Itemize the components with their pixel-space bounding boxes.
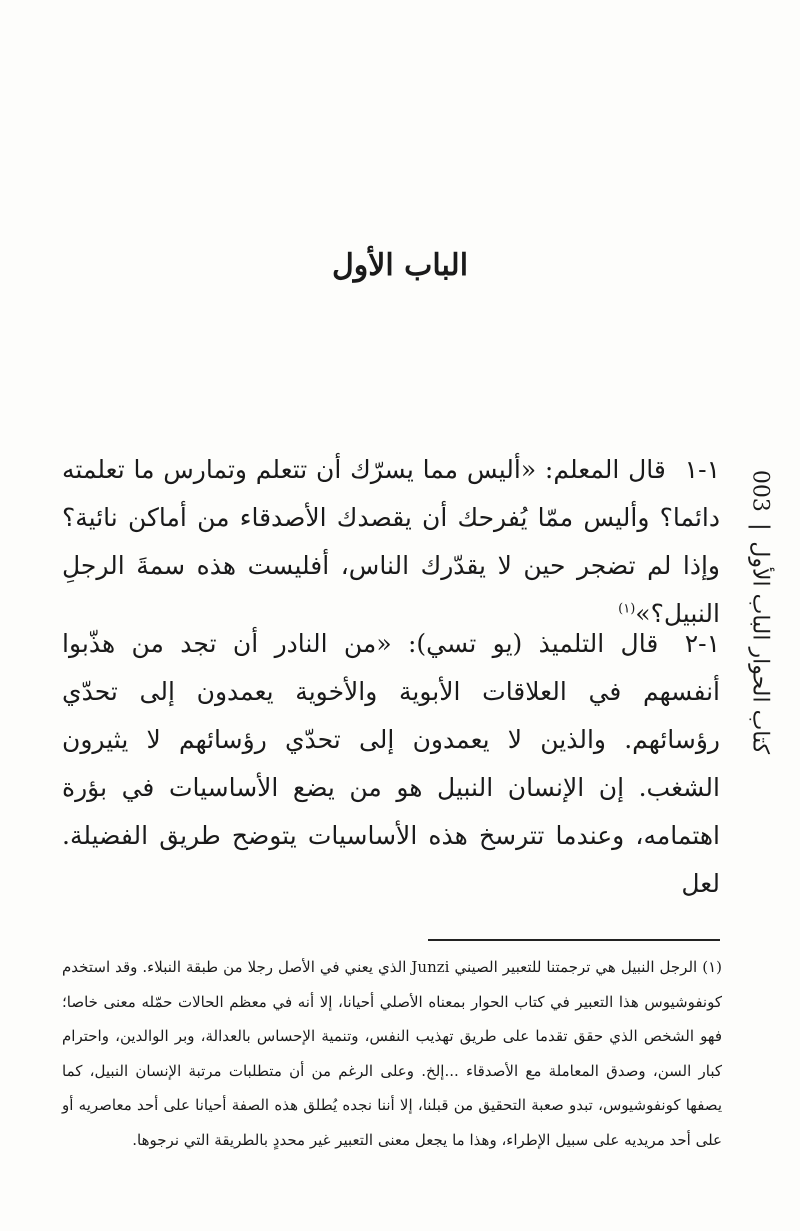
- running-header-title: كتاب الحوار الباب الأول: [747, 541, 773, 755]
- paragraph-number: ١-١: [684, 455, 720, 484]
- footnote-reference: (١): [618, 601, 636, 617]
- paragraph-number: ١-٢: [684, 629, 721, 658]
- page-number: 003: [747, 469, 773, 512]
- chapter-title: الباب الأول: [331, 248, 469, 283]
- paragraph-1: [62, 446, 720, 638]
- footnote-marker: (١): [702, 958, 722, 976]
- header-separator: [749, 526, 771, 528]
- footnote: [62, 950, 722, 1158]
- footnote-divider: [428, 939, 720, 941]
- paragraph-2: [62, 620, 720, 908]
- paragraph-text: قال المعلم: «أليس مما يسرّك أن تتعلم وتمارس ما تعلمته دائما؟ وأليس ممّا يُفرحك أن يقصدك الأصدقاء من أماكن نائية؟ وإذا لم تضجر حين لا يقدّرك الناس، أفليست هذه سمةَ الرجلِ النبيل؟»: [62, 455, 720, 628]
- footnote-text: الرجل النبيل هي ترجمتنا للتعبير الصيني Junzi الذي يعني في الأصل رجلا من طبقة النبلاء. وقد استخدم كونفوشيوس هذا التعبير في كتاب الحوار بمعناه الأصلي أحيانا، إلا أنه في معظم الحالات حمّله معنى خاصا؛ فهو الشخص الذي حقق تقدما على طريق تهذيب النفس، وتنمية الإحساس بالعدالة، وبر الوالدين، واحترام كبار السن، وصدق المعاملة مع الأصدقاء ...إلخ. وعلى الرغم من أن متطلبات مرتبة الإنسان النبيل، كما يصفها كونفوشيوس، تبدو صعبة التحقيق من قبلنا، إلا أننا نجده يُطلق هذه الصفة أحيانا على أحد معاصريه أو على أحد مريديه على سبيل الإطراء، وهذا ما يجعل معنى التعبير غير محددٍ بالطريقة التي نرجوها.: [62, 958, 722, 1149]
- running-header: [730, 462, 790, 762]
- paragraph-text: قال التلميذ (يو تسي): «من النادر أن تجد من هذّبوا أنفسهم في العلاقات الأبوية والأخوية يعمدون إلى تحدّي رؤسائهم. والذين لا يعمدون إلى تحدّي رؤسائهم لا يثيرون الشغب. إن الإنسان النبيل هو من يضع الأساسيات في بؤرة اهتمامه، وعندما تترسخ هذه الأساسيات يتوضح طريق الفضيلة. لعل: [62, 629, 720, 898]
